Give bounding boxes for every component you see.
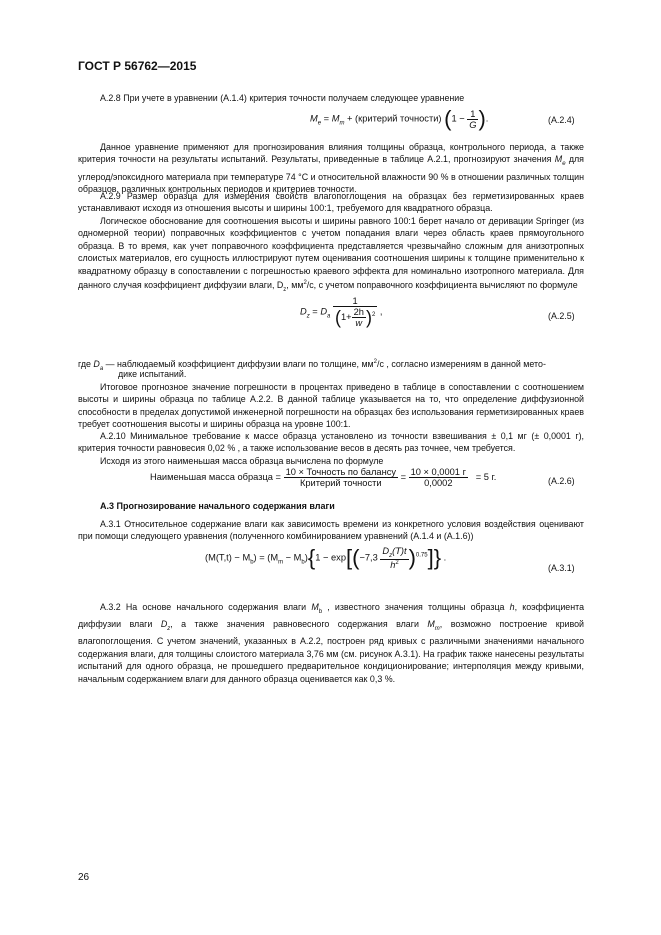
eq-fraction — [467, 109, 478, 130]
eq25-pow: 2 — [371, 311, 376, 318]
text-logic-end: /с, с учетом поправочного коэффициента вычисляют по формуле — [306, 280, 578, 290]
paragraph-final: Итоговое прогнозное значение погрешности в процентах приведено в таблице в сопоставлении с соотношением высоты и ширины образца по таблице А.2.2. В данной таблице указывается на то, что определение диффузионной способности в пределах допустимой инженерной погрешности на образцах без использования герметизированных краев требует соотношения высоты и ширины образца на уровне 100:1. — [78, 382, 584, 430]
eq31-sub-m: m — [278, 559, 284, 566]
text-me-sub: e — [562, 161, 566, 168]
eq25-inner-num: 2h — [353, 307, 364, 317]
where-text: — наблюдаемый коэффициент диффузии влаги по толщине, мм — [103, 358, 374, 369]
eq26-den1: Критерий точности — [299, 478, 382, 488]
eq31-part3: − M — [283, 552, 302, 563]
text-a32-dz-sub: z — [167, 625, 171, 632]
eq26-lhs: Наименьшая масса образца = — [150, 471, 284, 482]
eq26-equals: = — [398, 471, 409, 482]
paragraph-a210: А.2.10 Минимальное требование к массе образца установлено из точности взвешивания ± 0,1 мг (± 0,0001 г), критерия точности равновесия 0,02 % , а также использование весов в десять раз точнее, чем требуется. — [78, 431, 584, 454]
eq25-den: (1+ $\frac{2h}{w}$ )$^2$ — [334, 307, 376, 328]
paragraph-logic — [78, 215, 584, 296]
equation-number-a26: (А.2.6) — [548, 476, 575, 486]
eq-num: 1 — [467, 109, 478, 120]
text-logic-mid: , мм — [286, 280, 304, 290]
eq-one-minus: 1 − — [451, 113, 465, 124]
eq26-frac1 — [284, 467, 398, 488]
text-me: M — [554, 154, 563, 165]
eq31-part1: (M(T,t) − M — [205, 552, 251, 563]
text-a32-mm-sub: m — [434, 625, 440, 632]
eq31-num-rest: (T)t — [392, 546, 407, 556]
eq31-pow: 0.75 — [415, 552, 428, 559]
text-eq-use-rest: для углерод/эпоксидного материала при температуре 74 °С и относительной влажности 90 % в отношении различных толщин образцов, различных контрольных периодов и критериев точности. — [78, 154, 584, 194]
eq31-num-sub: z — [389, 552, 393, 559]
eq25-equals: = — [309, 306, 321, 317]
eq-plus-criterion: + (критерий точности) — [344, 113, 442, 124]
eq25-tail: , — [377, 306, 383, 317]
eq26-frac2 — [409, 467, 468, 488]
paragraph-hence: Исходя из этого наименьшая масса образца вычислена по формуле — [100, 456, 384, 466]
text-a32-c: , коэффициента диффузии влаги — [78, 602, 585, 630]
text-a32-mm: M — [427, 619, 435, 630]
equation-number-a31: (А.3.1) — [548, 563, 575, 573]
eq31-frac — [380, 546, 408, 570]
eq31-sub-b: b — [250, 559, 254, 566]
where-prefix: где — [78, 358, 91, 369]
text-eq-use: Данное уравнение применяют для прогнозирования влияния толщины образца, контрольного периода, а также критерия точности на результаты испытаний. Результаты, приведенные в таблице А.2.1, прогнозируют значения — [78, 142, 584, 165]
eq31-brace-open: { — [307, 544, 316, 570]
eq25-fraction — [333, 296, 377, 328]
text-a32-a: А.3.2 На основе начального содержания влаги — [100, 602, 307, 612]
equation-a24: $M_e = M_m$ + (критерий точности) (1 − $\frac{1}{G}$ ). — [310, 106, 489, 131]
eq25-da-sub: a — [327, 313, 331, 320]
eq-me-sub: e — [317, 120, 322, 127]
section-heading-a3: А.3 Прогнозирование начального содержания влаги — [100, 501, 335, 511]
text-a32-mb-sub: b — [318, 608, 323, 615]
eq25-inner-den: w — [355, 318, 363, 328]
eq25-num: 1 — [333, 296, 377, 307]
equation-number-a25: (А.2.5) — [548, 311, 575, 321]
eq31-one-minus: 1 − exp — [315, 552, 346, 563]
text-a32-d: , а также значения равновесного содержания влаги — [170, 619, 419, 630]
eq31-num-d: D — [382, 546, 390, 556]
equation-a31: $(M(T,t) - M_b) = (M_m - M_b)\{1 - \exp[(-7,3$ $\frac{D_z(T)t}{h^2}$ )$^{0.75}$]} . — [205, 544, 447, 570]
text-a32-mb: M — [311, 602, 319, 612]
where-sym: D — [93, 358, 100, 369]
equation-a26 — [150, 467, 496, 488]
eq31-tail: . — [441, 552, 447, 563]
eq25-inner-frac — [352, 307, 366, 328]
eq25-dz-sub: z — [306, 313, 310, 320]
eq31-den-h: h — [390, 559, 396, 570]
eq31-part4: ) — [304, 552, 308, 563]
eq25-da: D — [320, 306, 328, 317]
standard-header: ГОСТ Р 56762—2015 — [78, 59, 197, 73]
equation-number-a24: (А.2.4) — [548, 115, 575, 125]
eq26-result: = 5 г. — [475, 471, 497, 482]
text-a32-h: h — [509, 602, 515, 612]
paragraph-a29: А.2.9 Размер образца для измерения свойств влагопоглощения на образцах без герметизированных краев устанавливают исходя из отношения высоты и ширины 100:1, требуемого для квадратного образца. — [78, 191, 584, 214]
eq25-dz: D — [300, 306, 307, 317]
text-a32-e: , возможно построение кривой влагопоглощения. С учетом значений, указанных в А.2.2, построен ряд кривых с различными значениями начального содержания влаги, для толщины слоистого материала 3,76 мм (см. рисунок А.3.1). На график также нанесены результаты испытаний для одного образца, не прошедшего предварительное кондиционирование; интерполяция между кривыми, начальным содержанием влаги для данного образца оценивается как 0,3 %. — [78, 619, 584, 684]
eq31-num — [380, 546, 408, 560]
where-sup: 2 — [373, 359, 378, 365]
where-line2: дике испытаний. — [118, 369, 187, 379]
paragraph-a32 — [78, 601, 584, 685]
eq-den: G — [469, 119, 477, 130]
eq31-part2: ) = (M — [253, 552, 279, 563]
eq26-num1: 10 × Точность по балансу — [285, 467, 396, 477]
text-logic: Логическое обоснование для соотношения высоты и ширины равного 100:1 берет начало от деривации Springer (из одномерной теории) поправочных коэффициентов с учетом попадания влаги через область краев прямоугольного образца. В то время, как учет поправочного коэффициента представляется чрезвычайно сложным для анизотропных слоистых материалов, его сущность иллюстрируют путем оценивания соотношения ширины к толщине применительно к квадратному образцу в сопоставлении с погрешностью краевого эффекта для номинально изотропного материала. Для данного случая коэффициент диффузии влаги, D — [78, 216, 584, 290]
paragraph-a28: А.2.8 При учете в уравнении (А.1.4) критерия точности получаем следующее уравнение — [100, 93, 465, 103]
eq-mm: M — [331, 113, 340, 124]
eq26-den2: 0,0002 — [424, 478, 453, 488]
eq31-den — [380, 560, 408, 570]
paragraph-a31: А.3.1 Относительное содержание влаги как зависимость времени из конкретного условия воздействия оценивают при помощи следующего уравнения (полученного комбинированием уравнений (А.1.4 и (А.1.6)) — [78, 519, 584, 542]
eq-me: M — [310, 113, 318, 124]
eq25-den-open: 1+ — [340, 311, 352, 322]
page-number: 26 — [78, 872, 90, 883]
eq26-num2: 10 × 0,0001 г — [410, 467, 466, 477]
eq31-coef: −7,3 — [359, 552, 378, 563]
paragraph-eq-use — [78, 141, 584, 195]
equation-a25 — [300, 296, 382, 328]
text-a32-dz: D — [160, 619, 168, 630]
text-logic-sub: z — [283, 286, 287, 293]
eq31-den-sup: 2 — [395, 559, 399, 566]
text-a32-b: , известного значения толщины образца — [322, 602, 505, 612]
text-logic-sup: 2 — [303, 280, 307, 287]
eq31-sub-b2: b — [301, 559, 305, 566]
eq31-brace-close: } — [433, 544, 442, 570]
eq-mm-sub: m — [339, 120, 345, 127]
eq-equals: = — [321, 113, 332, 124]
where-text2: /с , согласно измерениям в данной мето- — [377, 358, 546, 369]
where-sym-sub: a — [99, 365, 104, 372]
